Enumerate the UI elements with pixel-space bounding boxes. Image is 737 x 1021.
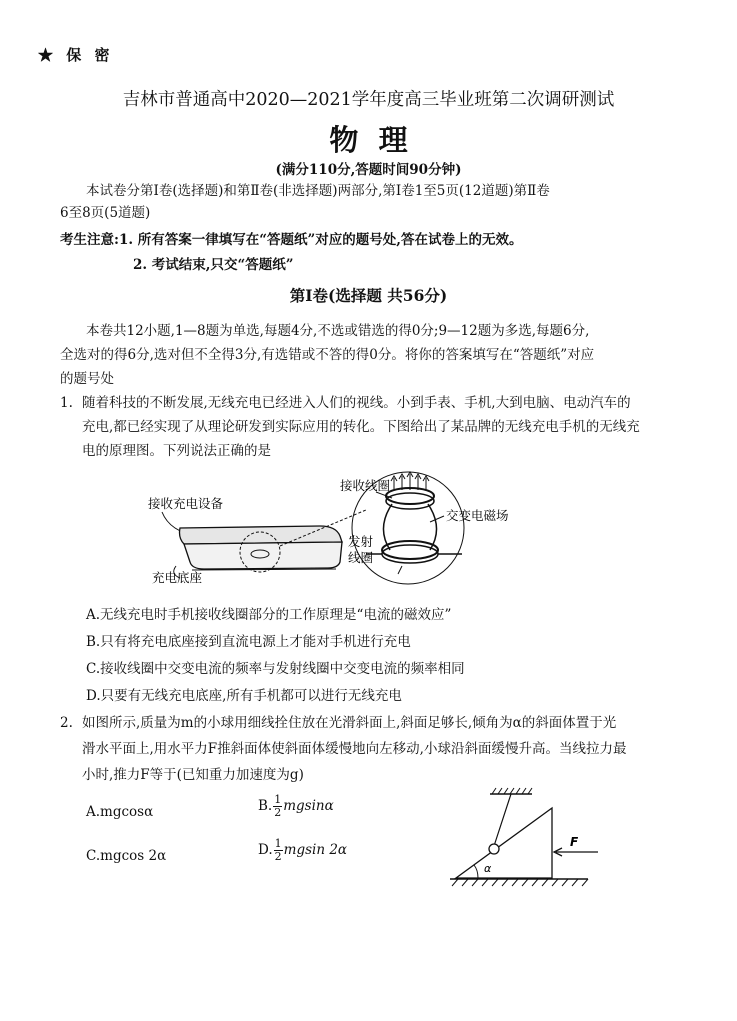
q2-option-b-fraction [273, 794, 282, 819]
q1-option-c: C.接收线圈中交变电流的频率与发射线圈中交变电流的频率相同 [86, 661, 465, 677]
q2-figure [448, 786, 618, 890]
notice-2: 2. 考试结束,只交“答题纸” [133, 257, 294, 273]
section-title: 第Ⅰ卷(选择题 共56分) [289, 286, 448, 305]
subject-title: 物 理 [329, 123, 408, 157]
q2-option-d-suffix: mgsin 2α [283, 842, 348, 858]
section-intro-1: 本卷共12小题,1—8题为单选,每题4分,不选或错选的得0分;9—12题为多选,每题6分, [86, 323, 590, 339]
exam-title: 吉林市普通高中2020—2021学年度高三毕业班第二次调研测试 [122, 90, 615, 110]
label-transmit-coil-1: 发射 [348, 534, 374, 549]
q1-line-1: 随着科技的不断发展,无线充电已经进入人们的视线。小到手表、手机,大到电脑、电动汽车的 [82, 395, 631, 411]
ball [489, 844, 499, 854]
fraction-numerator: 1 [274, 837, 282, 850]
fraction-denominator: 2 [274, 850, 282, 863]
q1-number: 1. [60, 395, 73, 411]
transmit-tick [398, 566, 402, 574]
q2-line-3: 小时,推力F等于(已知重力加速度为g) [82, 767, 304, 783]
fraction-numerator: 1 [274, 793, 282, 806]
q2-option-c: C.mgcos 2α [86, 848, 167, 864]
label-receiving-coil: 接收线圈 [340, 478, 391, 493]
label-force: F [570, 835, 579, 849]
angle-arc [474, 865, 478, 878]
intro-line-2: 6至8页(5道题) [60, 205, 151, 221]
confidential-mark: ★ 保 密 [38, 46, 114, 64]
exam-meta: (满分110分,答题时间90分钟) [275, 162, 462, 178]
q2-option-b-suffix: mgsinα [283, 798, 334, 814]
charging-base-shape [184, 542, 342, 569]
label-ac-field: 交变电磁场 [446, 508, 509, 523]
ground-hatch [452, 879, 588, 886]
q2-option-d [258, 838, 347, 863]
field-arrows [394, 474, 426, 490]
q1-line-2: 充电,都已经实现了从理论研发到实际应用的转化。下图给出了某品牌的无线充电手机的无线充 [82, 419, 640, 435]
incline-block [456, 808, 552, 878]
leader-ac-field [430, 516, 444, 522]
q1-option-d: D.只要有无线充电底座,所有手机都可以进行无线充电 [86, 688, 402, 704]
ceiling-hatch [492, 788, 532, 794]
section-intro-3: 的题号处 [60, 371, 114, 387]
q2-option-b [258, 794, 334, 819]
q2-option-b-prefix: B. [258, 798, 273, 814]
label-angle: α [484, 862, 492, 875]
q1-option-b: B.只有将充电底座接到直流电源上才能对手机进行充电 [86, 634, 411, 650]
q2-option-d-prefix: D. [258, 842, 273, 858]
q2-option-d-fraction [274, 838, 283, 863]
intro-line-1: 本试卷分第Ⅰ卷(选择题)和第Ⅱ卷(非选择题)两部分,第Ⅰ卷1至5页(12道题)第Ⅱ卷 [86, 183, 550, 199]
q2-line-1: 如图所示,质量为m的小球用细线拴住放在光滑斜面上,斜面足够长,倾角为α的斜面体置于光 [82, 715, 617, 731]
notice-1: 考生注意:1. 所有答案一律填写在“答题纸”对应的题号处,答在试卷上的无效。 [60, 232, 523, 248]
label-transmit-coil-2: 线圈 [348, 550, 374, 565]
section-intro-2: 全选对的得6分,选对但不全得3分,有选错或不答的得0分。将你的答案填写在“答题纸”对应 [60, 347, 595, 363]
label-base: 充电底座 [152, 570, 203, 585]
q1-option-a: A.无线充电时手机接收线圈部分的工作原理是“电流的磁效应” [86, 607, 452, 623]
q2-number: 2. [60, 715, 73, 731]
q2-line-2: 滑水平面上,用水平力F推斜面体使斜面体缓慢地向左移动,小球沿斜面缓慢升高。当线拉力最 [82, 741, 627, 757]
string-line [494, 794, 511, 846]
transmit-coil-2 [382, 545, 438, 563]
transmit-coil [382, 541, 438, 559]
fraction-denominator: 2 [274, 806, 282, 819]
q1-figure [140, 470, 540, 585]
phone-shape [180, 526, 343, 544]
q2-option-a: A.mgcosα [86, 804, 154, 820]
q1-line-3: 电的原理图。下列说法正确的是 [82, 443, 271, 459]
label-receiver-device: 接收充电设备 [148, 496, 224, 511]
